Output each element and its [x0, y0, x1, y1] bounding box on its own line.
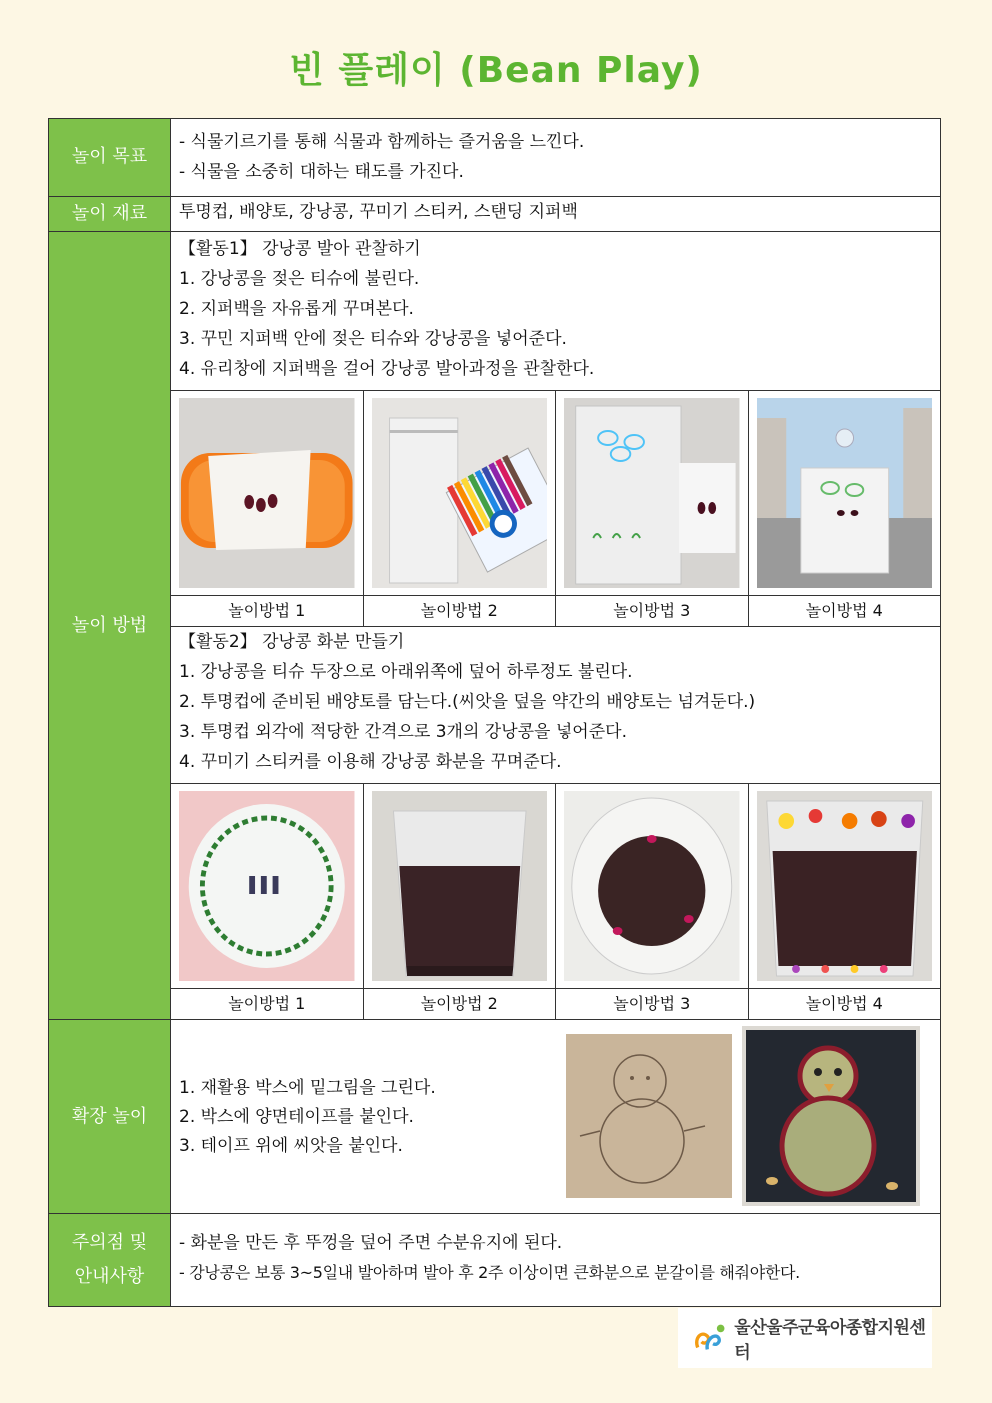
activity2-title: 【활동2】 강낭콩 화분 만들기	[179, 632, 405, 653]
photo-caption: 놀이방법 1	[228, 601, 306, 621]
photo-zipper-bag-markers	[364, 391, 556, 596]
photo-soil-with-beans	[556, 784, 748, 989]
photo-caption: 놀이방법 2	[420, 601, 498, 621]
photo-cardboard-sketch	[560, 1026, 738, 1206]
center-logo	[678, 1308, 932, 1368]
notes-label	[49, 1214, 171, 1307]
notes-label-line2: 안내사항	[74, 1266, 145, 1288]
activity1-step: 4. 유리창에 지퍼백을 걸어 강낭콩 발아과정을 관찰한다.	[179, 359, 595, 380]
materials-row	[49, 197, 941, 232]
activity-table	[48, 118, 941, 1307]
photo-bean-mosaic	[742, 1026, 920, 1206]
activity2-steps	[171, 627, 940, 783]
materials-text: 투명컵, 배양토, 강낭콩, 꾸미기 스티커, 스탠딩 지퍼백	[179, 202, 578, 222]
activity1	[171, 232, 940, 626]
extension-steps	[171, 1020, 560, 1212]
photo-caption: 놀이방법 3	[613, 601, 691, 621]
goal-item: - 식물을 소중히 대하는 태도를 가진다.	[179, 162, 464, 182]
extension-step: 3. 테이프 위에 씨앗을 붙인다.	[179, 1136, 403, 1157]
activity1-step: 3. 꾸민 지퍼백 안에 젖은 티슈와 강낭콩을 넣어준다.	[179, 329, 567, 350]
photo-cup-with-soil	[364, 784, 556, 989]
activity1-step: 1. 강낭콩을 젖은 티슈에 불린다.	[179, 269, 420, 290]
goal-item: - 식물기르기를 통해 식물과 함께하는 즐거움을 느낀다.	[179, 132, 585, 152]
activity1-step: 2. 지퍼백을 자유롭게 꾸며본다.	[179, 299, 414, 320]
materials-label: 놀이 재료	[49, 197, 171, 232]
activity1-title: 【활동1】 강낭콩 발아 관찰하기	[179, 239, 421, 260]
method-label: 놀이 방법	[49, 232, 171, 1020]
activity2-step: 4. 꾸미기 스티커를 이용해 강낭콩 화분을 꾸며준다.	[179, 752, 562, 773]
page-title: 빈 플레이 (Bean Play)	[289, 50, 703, 91]
notes-item: - 화분을 만든 후 뚜껑을 덮어 주면 수분유지에 된다.	[179, 1233, 563, 1254]
photo-beans-on-plate	[171, 784, 363, 989]
photo-caption: 놀이방법 2	[420, 994, 498, 1014]
activity2-step: 2. 투명컵에 준비된 배양토를 담는다.(씨앗을 덮을 약간의 배양토는 넘겨둔다.)	[179, 692, 756, 713]
notes-item: - 강낭콩은 보통 3~5일내 발아하며 발아 후 2주 이상이면 큰화분으로 분갈이를 해줘야한다.	[179, 1263, 800, 1283]
activity1-photos	[171, 390, 940, 626]
center-logo-icon	[692, 1320, 728, 1356]
photo-caption: 놀이방법 4	[805, 601, 883, 621]
photo-caption: 놀이방법 4	[805, 994, 883, 1014]
photo-beans-on-tissue	[171, 391, 363, 596]
activity2-step: 1. 강낭콩을 티슈 두장으로 아래위쪽에 덮어 하루정도 불린다.	[179, 662, 633, 683]
photo-bag-on-window	[749, 391, 941, 596]
activity2	[171, 626, 940, 1019]
activity2-photos	[171, 783, 940, 1019]
extension-label: 확장 놀이	[49, 1020, 171, 1214]
photo-decorated-pot	[749, 784, 941, 989]
extension-step: 1. 재활용 박스에 밑그림을 그린다.	[179, 1078, 436, 1099]
notes-label-line1: 주의점 및	[71, 1232, 148, 1253]
photo-caption: 놀이방법 3	[613, 994, 691, 1014]
goal-row	[49, 119, 941, 197]
notes-row	[49, 1214, 941, 1307]
goal-label: 놀이 목표	[49, 119, 171, 197]
extension-step: 2. 박스에 양면테이프를 붙인다.	[179, 1107, 414, 1128]
activity1-steps	[171, 232, 940, 390]
method-row	[49, 232, 941, 1020]
notes-list	[171, 1214, 940, 1294]
photo-decorated-bag-with-beans	[556, 391, 748, 596]
center-logo-text: 울산울주군육아종합지원센터	[734, 1318, 926, 1363]
goal-list	[171, 119, 940, 193]
photo-caption: 놀이방법 1	[228, 994, 306, 1014]
extension-row	[49, 1020, 941, 1214]
activity2-step: 3. 투명컵 외각에 적당한 간격으로 3개의 강낭콩을 넣어준다.	[179, 722, 627, 743]
